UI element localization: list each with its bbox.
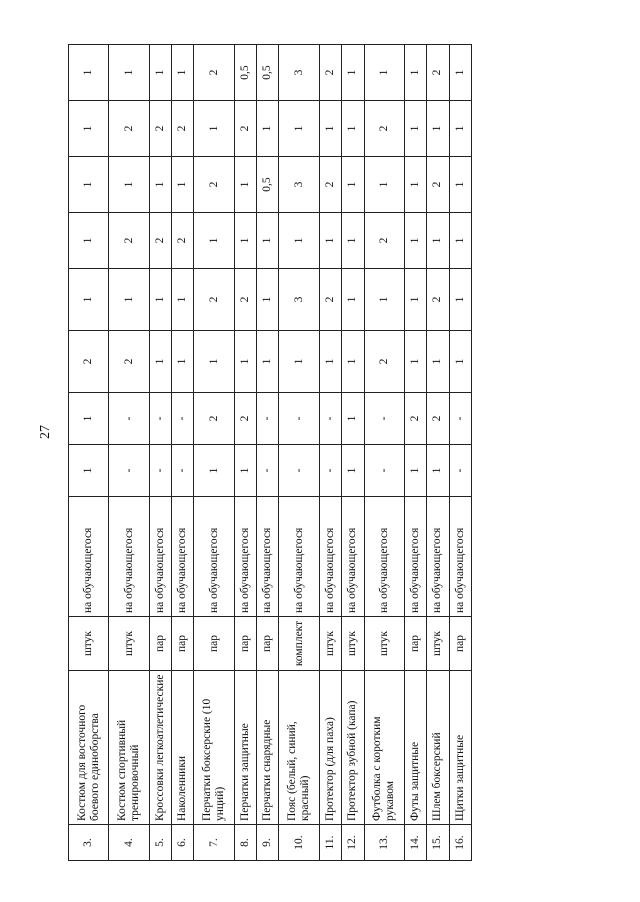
quantity-cell: 1	[172, 269, 194, 331]
row-number: 8.	[234, 825, 256, 861]
quantity-cell: -	[149, 445, 171, 497]
quantity-cell: 1	[149, 331, 171, 393]
quantity-cell: -	[364, 393, 404, 445]
quantity-cell: 1	[149, 45, 171, 101]
table-row	[449, 45, 471, 861]
quantity-cell: 2	[194, 393, 234, 445]
unit-of-measure: пар	[404, 617, 426, 671]
quantity-cell: 1	[342, 45, 364, 101]
quantity-cell: 1	[342, 157, 364, 213]
quantity-cell: 1	[427, 101, 449, 157]
quantity-cell: 1	[342, 331, 364, 393]
quantity-cell: 1	[404, 331, 426, 393]
row-number: 10.	[279, 825, 319, 861]
row-number: 11.	[319, 825, 341, 861]
quantity-cell: 1	[404, 101, 426, 157]
quantity-cell: -	[449, 445, 471, 497]
unit-of-measure: штук	[69, 617, 109, 671]
table-row	[172, 45, 194, 861]
issued-per: на обучающегося	[234, 497, 256, 617]
quantity-cell: -	[257, 393, 279, 445]
item-name: Перчатки защитные	[234, 671, 256, 825]
page-number: 27	[38, 425, 53, 439]
quantity-cell: 1	[279, 213, 319, 269]
quantity-cell: 1	[149, 269, 171, 331]
quantity-cell: 1	[69, 445, 109, 497]
table-row	[257, 45, 279, 861]
quantity-cell: 2	[69, 331, 109, 393]
row-number: 14.	[404, 825, 426, 861]
quantity-cell: 1	[69, 269, 109, 331]
issued-per: на обучающегося	[449, 497, 471, 617]
row-number: 5.	[149, 825, 171, 861]
quantity-cell: 1	[404, 45, 426, 101]
quantity-cell: 1	[449, 101, 471, 157]
quantity-cell: 2	[404, 393, 426, 445]
quantity-cell: 1	[172, 157, 194, 213]
table-row	[319, 45, 341, 861]
quantity-cell: 1	[69, 157, 109, 213]
row-number: 15.	[427, 825, 449, 861]
quantity-cell: 3	[279, 45, 319, 101]
unit-of-measure: штук	[364, 617, 404, 671]
quantity-cell: 1	[234, 157, 256, 213]
quantity-cell: 1	[257, 269, 279, 331]
quantity-cell: 2	[427, 269, 449, 331]
table-row	[404, 45, 426, 861]
quantity-cell: 2	[319, 45, 341, 101]
quantity-cell: 1	[427, 213, 449, 269]
issued-per: на обучающегося	[404, 497, 426, 617]
quantity-cell: 1	[404, 269, 426, 331]
quantity-cell: 1	[257, 101, 279, 157]
quantity-cell: -	[279, 393, 319, 445]
equipment-table	[68, 44, 472, 861]
table-body	[69, 45, 472, 861]
quantity-cell: 1	[279, 101, 319, 157]
quantity-cell: 1	[172, 331, 194, 393]
quantity-cell: 2	[364, 101, 404, 157]
quantity-cell: 2	[109, 331, 149, 393]
unit-of-measure: штук	[342, 617, 364, 671]
unit-of-measure: пар	[194, 617, 234, 671]
unit-of-measure: пар	[172, 617, 194, 671]
quantity-cell: 1	[427, 331, 449, 393]
quantity-cell: 2	[172, 213, 194, 269]
unit-of-measure: пар	[149, 617, 171, 671]
row-number: 12.	[342, 825, 364, 861]
quantity-cell: 1	[404, 445, 426, 497]
quantity-cell: 0,5	[257, 45, 279, 101]
quantity-cell: 2	[194, 45, 234, 101]
row-number: 9.	[257, 825, 279, 861]
rotated-table-container	[68, 45, 472, 861]
unit-of-measure: пар	[257, 617, 279, 671]
quantity-cell: 1	[404, 157, 426, 213]
quantity-cell: 1	[257, 331, 279, 393]
quantity-cell: -	[172, 393, 194, 445]
table-row	[364, 45, 404, 861]
quantity-cell: 2	[364, 213, 404, 269]
row-number: 7.	[194, 825, 234, 861]
table-row	[149, 45, 171, 861]
quantity-cell: 2	[364, 331, 404, 393]
quantity-cell: 2	[427, 45, 449, 101]
unit-of-measure: штук	[427, 617, 449, 671]
item-name: Шлем боксерский	[427, 671, 449, 825]
quantity-cell: 1	[427, 445, 449, 497]
quantity-cell: 1	[319, 101, 341, 157]
quantity-cell: 1	[257, 213, 279, 269]
item-name: Футы защитные	[404, 671, 426, 825]
item-name: Перчатки боксерские (10 унций)	[194, 671, 234, 825]
quantity-cell: 1	[342, 393, 364, 445]
quantity-cell: 1	[69, 393, 109, 445]
quantity-cell: 1	[319, 213, 341, 269]
quantity-cell: 2	[234, 101, 256, 157]
quantity-cell: -	[449, 393, 471, 445]
issued-per: на обучающегося	[342, 497, 364, 617]
quantity-cell: 1	[342, 445, 364, 497]
quantity-cell: 1	[449, 213, 471, 269]
item-name: Наколенники	[172, 671, 194, 825]
issued-per: на обучающегося	[69, 497, 109, 617]
quantity-cell: -	[257, 445, 279, 497]
table-row	[69, 45, 109, 861]
quantity-cell: 1	[194, 445, 234, 497]
quantity-cell: 1	[404, 213, 426, 269]
item-name: Пояс (белый, синий, красный)	[279, 671, 319, 825]
quantity-cell: 1	[69, 45, 109, 101]
quantity-cell: 1	[319, 331, 341, 393]
quantity-cell: -	[109, 445, 149, 497]
quantity-cell: 1	[194, 101, 234, 157]
quantity-cell: 1	[342, 101, 364, 157]
quantity-cell: 2	[319, 157, 341, 213]
item-name: Перчатки снарядные	[257, 671, 279, 825]
quantity-cell: 2	[194, 157, 234, 213]
item-name: Кроссовки легкоатлетические	[149, 671, 171, 825]
quantity-cell: -	[364, 445, 404, 497]
quantity-cell: -	[109, 393, 149, 445]
item-name: Щитки защитные	[449, 671, 471, 825]
quantity-cell: 1	[364, 269, 404, 331]
unit-of-measure: штук	[109, 617, 149, 671]
quantity-cell: 0,5	[257, 157, 279, 213]
quantity-cell: 2	[427, 157, 449, 213]
table-row	[279, 45, 319, 861]
row-number: 16.	[449, 825, 471, 861]
quantity-cell: -	[319, 393, 341, 445]
quantity-cell: 1	[172, 45, 194, 101]
row-number: 4.	[109, 825, 149, 861]
quantity-cell: 1	[69, 101, 109, 157]
quantity-cell: 1	[69, 213, 109, 269]
item-name: Костюм спортивный тренировочный	[109, 671, 149, 825]
quantity-cell: 1	[449, 45, 471, 101]
quantity-cell: 2	[149, 213, 171, 269]
row-number: 3.	[69, 825, 109, 861]
quantity-cell: 1	[364, 157, 404, 213]
row-number: 6.	[172, 825, 194, 861]
item-name: Протектор (для паха)	[319, 671, 341, 825]
quantity-cell: 1	[194, 331, 234, 393]
quantity-cell: 2	[109, 101, 149, 157]
quantity-cell: 1	[109, 269, 149, 331]
item-name: Футболка с коротким рукавом	[364, 671, 404, 825]
item-name: Протектор зубной (капа)	[342, 671, 364, 825]
row-number: 13.	[364, 825, 404, 861]
quantity-cell: 2	[172, 101, 194, 157]
quantity-cell: 2	[149, 101, 171, 157]
quantity-cell: 1	[449, 269, 471, 331]
quantity-cell: 1	[149, 157, 171, 213]
quantity-cell: -	[279, 445, 319, 497]
quantity-cell: 1	[234, 445, 256, 497]
issued-per: на обучающегося	[194, 497, 234, 617]
quantity-cell: -	[172, 445, 194, 497]
quantity-cell: 2	[109, 213, 149, 269]
issued-per: на обучающегося	[149, 497, 171, 617]
issued-per: на обучающегося	[427, 497, 449, 617]
quantity-cell: 2	[427, 393, 449, 445]
unit-of-measure: пар	[234, 617, 256, 671]
quantity-cell: 3	[279, 157, 319, 213]
table-row	[194, 45, 234, 861]
quantity-cell: 1	[234, 213, 256, 269]
table-row	[427, 45, 449, 861]
quantity-cell: 1	[279, 331, 319, 393]
quantity-cell: -	[149, 393, 171, 445]
issued-per: на обучающегося	[279, 497, 319, 617]
quantity-cell: 2	[234, 269, 256, 331]
quantity-cell: -	[319, 445, 341, 497]
unit-of-measure: комплект	[279, 617, 319, 671]
quantity-cell: 1	[342, 213, 364, 269]
quantity-cell: 1	[109, 157, 149, 213]
quantity-cell: 1	[234, 331, 256, 393]
quantity-cell: 2	[194, 269, 234, 331]
quantity-cell: 1	[194, 213, 234, 269]
quantity-cell: 1	[449, 157, 471, 213]
issued-per: на обучающегося	[257, 497, 279, 617]
quantity-cell: 0,5	[234, 45, 256, 101]
quantity-cell: 1	[342, 269, 364, 331]
table-row	[234, 45, 256, 861]
unit-of-measure: пар	[449, 617, 471, 671]
item-name: Костюм для восточного боевого единоборства	[69, 671, 109, 825]
quantity-cell: 1	[449, 331, 471, 393]
issued-per: на обучающегося	[364, 497, 404, 617]
quantity-cell: 3	[279, 269, 319, 331]
issued-per: на обучающегося	[109, 497, 149, 617]
table-row	[109, 45, 149, 861]
quantity-cell: 1	[109, 45, 149, 101]
issued-per: на обучающегося	[319, 497, 341, 617]
quantity-cell: 2	[234, 393, 256, 445]
issued-per: на обучающегося	[172, 497, 194, 617]
unit-of-measure: штук	[319, 617, 341, 671]
quantity-cell: 2	[319, 269, 341, 331]
quantity-cell: 1	[364, 45, 404, 101]
table-row	[342, 45, 364, 861]
